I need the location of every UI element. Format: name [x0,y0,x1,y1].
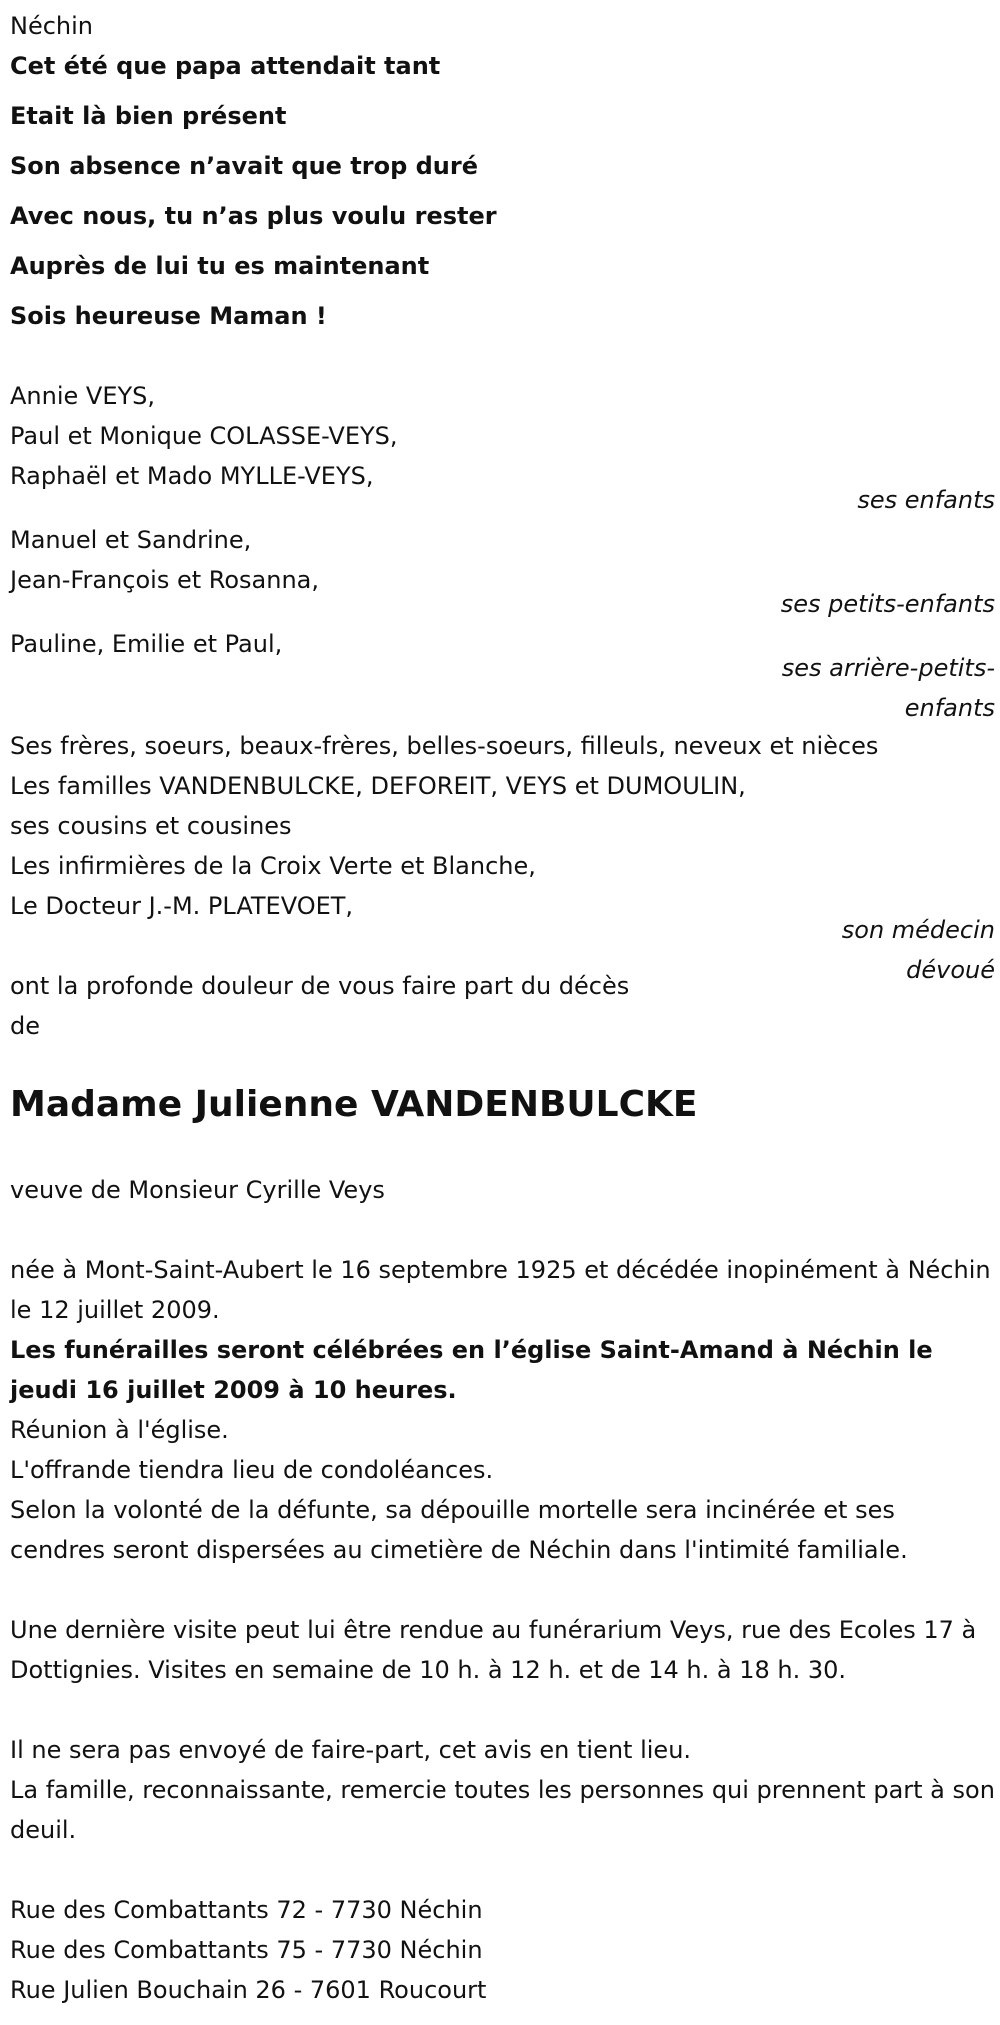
poem-line-4: Avec nous, tu n’as plus voulu rester [10,202,497,230]
poem-line-6: Sois heureuse Maman ! [10,302,327,330]
offering-text: L'offrande tiendra lieu de condoléances. [10,1456,494,1484]
poem-line-3: Son absence n’avait que trop duré [10,152,478,180]
poem-line-5: Auprès de lui tu es maintenant [10,252,430,280]
no-card-text: Il ne sera pas envoyé de faire-part, cet avis en tient lieu. [10,1736,692,1764]
grandchildren-role: ses petits-enfants [780,590,995,618]
birth-death-text: née à Mont-Saint-Aubert le 16 septembre 1925 et décédée inopinément à Néchin le 12 juillet 2009. [10,1256,991,1324]
relatives-line-1: Ses frères, soeurs, beaux-frères, belles-soeurs, filleuls, neveux et nièces [10,732,879,760]
relatives-line-2: Les familles VANDENBULCKE, DEFOREIT, VEYS et DUMOULIN, [10,772,746,800]
grandchild-2: Jean-François et Rosanna, [10,566,319,594]
cremation-text: Selon la volonté de la défunte, sa dépouille mortelle sera incinérée et ses cendres seront dispersées au cimetière de Néchin dans l'intimité familiale. [10,1496,908,1564]
widow-of: veuve de Monsieur Cyrille Veys [10,1176,385,1204]
announcement-line-1: ont la profonde douleur de vous faire part du décès [10,972,630,1000]
funeral-text: Les funérailles seront célébrées en l’église Saint-Amand à Néchin le jeudi 16 juillet 2009 à 10 heures. [10,1336,933,1404]
great-grandchildren-role-line-2: enfants [904,694,995,722]
deceased-name: Madame Julienne VANDENBULCKE [10,1084,698,1125]
relatives-line-3: ses cousins et cousines [10,812,292,840]
announcement-line-2: de [10,1012,40,1040]
doctor-role-line-1: son médecin [841,916,995,944]
grandchild-1: Manuel et Sandrine, [10,526,252,554]
visit-text: Une dernière visite peut lui être rendue au funérarium Veys, rue des Ecoles 17 à Dottignies. Visites en semaine de 10 h. à 12 h. et de 14 h. à 18 h. 30. [10,1616,977,1684]
meeting-text: Réunion à l'église. [10,1416,229,1444]
poem-line-2: Etait là bien présent [10,102,287,130]
relatives-line-4: Les infirmières de la Croix Verte et Blanche, [10,852,536,880]
poem-line-1: Cet été que papa attendait tant [10,52,441,80]
child-3: Raphaël et Mado MYLLE-VEYS, [10,462,374,490]
doctor-role-line-2: dévoué [906,956,995,984]
great-grandchildren-role-line-1: ses arrière-petits- [781,654,995,682]
great-grandchildren: Pauline, Emilie et Paul, [10,630,283,658]
thanks-text: La famille, reconnaissante, remercie toutes les personnes qui prennent part à son deuil. [10,1776,995,1844]
address-1: Rue des Combattants 72 - 7730 Néchin [10,1896,483,1924]
address-3: Rue Julien Bouchain 26 - 7601 Roucourt [10,1976,487,2004]
children-role: ses enfants [857,486,995,514]
address-2: Rue des Combattants 75 - 7730 Néchin [10,1936,483,1964]
child-1: Annie VEYS, [10,382,156,410]
relatives-line-5: Le Docteur J.-M. PLATEVOET, [10,892,354,920]
child-2: Paul et Monique COLASSE-VEYS, [10,422,398,450]
location-header: Néchin [10,12,94,40]
